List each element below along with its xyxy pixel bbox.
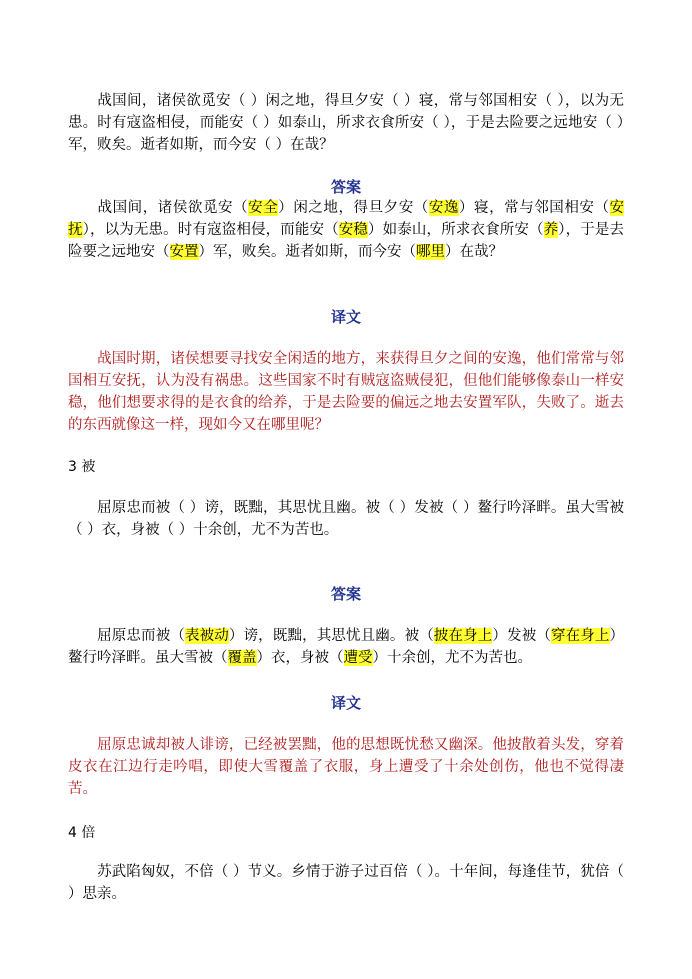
section1-answer-heading: 答案 (330, 178, 361, 196)
section3-number: 3 被 (68, 459, 96, 475)
section3-translation-heading: 译文 (330, 694, 361, 712)
section1-translation: 战国时期，诸侯想要寻找安全闲适的地方，来获得旦夕之间的安逸，他们常常与邻国相互安抚，认为没有祸患。这些国家不时有贼寇盗贼侵犯，但他们能够像泰山一样安稳，他们想要求得的是衣食的给养，于是去险要的偏远之地去安置军队，失败了。逝去的东西就像这一样，现如今又在哪里呢？ (68, 351, 624, 433)
section3-answer: 屈原忠而被（表被动）谤，既黜，其思忧且幽。被（披在身上）发被（穿在身上）鳌行吟泽畔。虽大雪被（覆盖）衣，身被（遭受）十余创，尤不为苦也。 (68, 628, 625, 666)
answer-highlight: 覆盖 (227, 650, 257, 666)
answer-highlight: 安置 (169, 244, 199, 260)
section1-translation-heading: 译文 (330, 308, 361, 326)
answer-highlight: 安逸 (428, 200, 459, 216)
answer-highlight: 养 (543, 222, 559, 238)
section4-question: 苏武陷匈奴，不倍（ ）节义。乡情于游子过百倍（ ）。十年间，每逢佳节，犹倍（ ）思亲。 (68, 864, 624, 902)
answer-highlight: 安稳 (338, 222, 369, 238)
answer-highlight: 披在身上 (433, 628, 493, 644)
answer-highlight: 穿在身上 (550, 628, 610, 644)
section1-answer: 战国间，诸侯欲觅安（安全）闲之地，得旦夕安（安逸）寝，常与邻国相安（安抚），以为无患。时有寇盗相侵，而能安（安稳）如泰山，所求衣食所安（养），于是去险要之远地安（安置）军，败矣。逝者如斯，而今安（哪里）在哉？ (68, 200, 625, 260)
section1-question: 战国间，诸侯欲觅安（ ）闲之地，得旦夕安（ ）寝，常与邻国相安（ ），以为无患。时有寇盗相侵，而能安（ ）如泰山，所求衣食所安（ ），于是去险要之远地安（ ）军，败矣。逝者如斯，而今安（ ）在哉？ (68, 93, 624, 153)
section3-question: 屈原忠而被（ ）谤，既黜，其思忧且幽。被（ ）发被（ ）鳌行吟泽畔。虽大雪被（ ）衣，身被（ ）十余创，尤不为苦也。 (68, 500, 624, 538)
answer-highlight: 安抚 (68, 200, 625, 238)
section3-translation: 屈原忠诚却被人诽谤，已经被罢黜，他的思想既忧愁又幽深。他披散着头发，穿着皮衣在江边行走吟唱，即使大雪覆盖了衣服，身上遭受了十余处创伤，他也不觉得凄苦。 (68, 737, 624, 797)
answer-highlight: 哪里 (416, 244, 445, 260)
answer-highlight: 表被动 (184, 628, 229, 644)
section4-number: 4 倍 (68, 825, 96, 841)
answer-highlight: 遭受 (343, 650, 373, 666)
section3-answer-heading: 答案 (330, 585, 361, 603)
answer-highlight: 安全 (248, 200, 279, 216)
